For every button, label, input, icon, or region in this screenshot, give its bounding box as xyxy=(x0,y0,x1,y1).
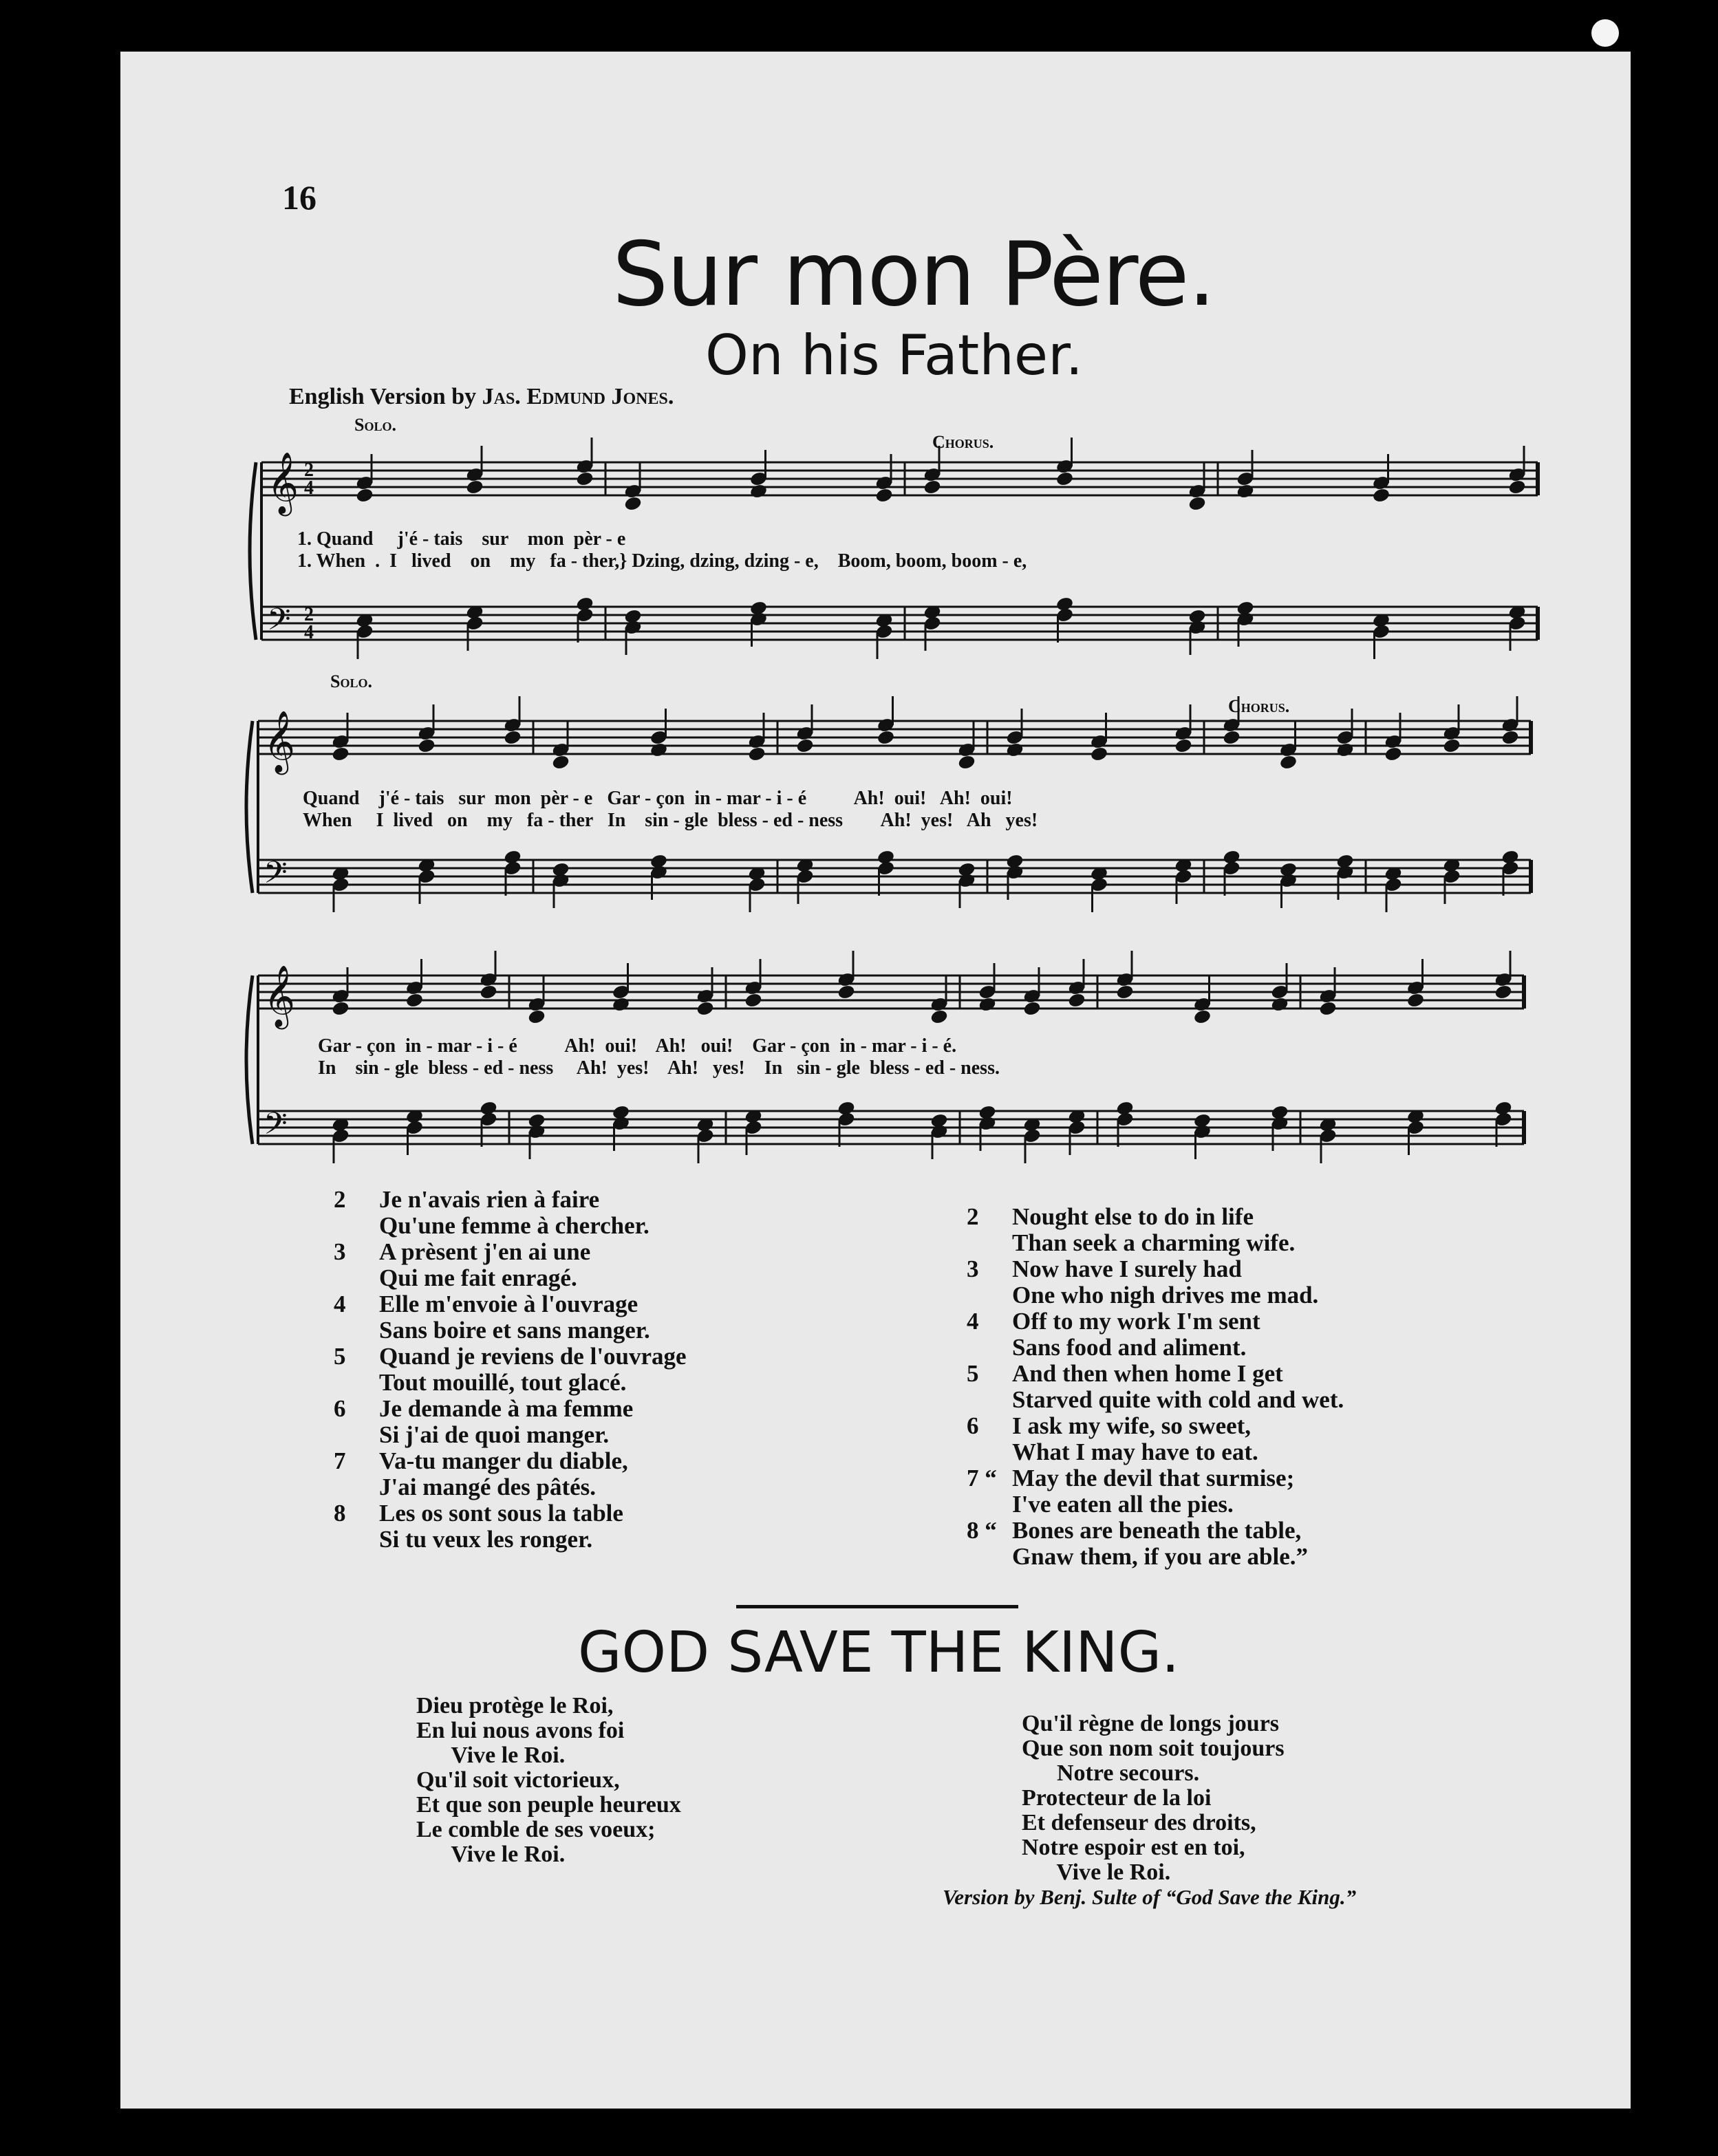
note-head xyxy=(552,755,570,770)
anthem-title: GOD SAVE THE KING. xyxy=(578,1620,1180,1685)
time-signature: 4 xyxy=(304,622,314,643)
verse-en-4 xyxy=(967,1308,1344,1335)
treble-clef: 𝄞 xyxy=(267,452,299,514)
note-head xyxy=(504,730,522,746)
note-head xyxy=(1116,984,1134,1000)
note-head xyxy=(875,488,893,504)
treble-clef: 𝄞 xyxy=(264,965,296,1027)
verse-line: J'ai mangé des pâtés. xyxy=(379,1474,596,1500)
verse-number: 6 xyxy=(967,1412,979,1439)
chorus-label-2: Chorus. xyxy=(1228,696,1290,716)
note-head xyxy=(1236,601,1254,616)
verse-line: Elle m'envoie à l'ouvrage xyxy=(379,1291,638,1317)
note-head xyxy=(1279,862,1297,878)
note-head xyxy=(930,1009,948,1025)
verse-fr-6 xyxy=(334,1396,687,1422)
verse-line: Qui me fait enragé. xyxy=(379,1264,577,1291)
verse-number: 8 xyxy=(334,1500,346,1527)
note-head xyxy=(1055,596,1073,612)
song-subtitle: On his Father. xyxy=(705,323,1084,387)
treble-clef: 𝄞 xyxy=(264,711,296,773)
note-head xyxy=(649,742,667,758)
verse-number: 2 xyxy=(334,1186,346,1213)
verse-line: Sans food and aliment. xyxy=(1012,1334,1247,1361)
verse-line: One who nigh drives me mad. xyxy=(1012,1282,1319,1308)
note-head xyxy=(958,755,976,770)
verse-line: Qu'une femme à chercher. xyxy=(379,1212,649,1239)
note-head xyxy=(1223,730,1241,746)
verse-line: Tout mouillé, tout glacé. xyxy=(379,1369,627,1396)
note-head xyxy=(978,997,996,1013)
verse-en-3 xyxy=(967,1256,1344,1282)
verse-en-2 xyxy=(967,1204,1344,1230)
note-head xyxy=(612,1105,630,1121)
verses-english xyxy=(967,1204,1344,1570)
verse-line: Si tu veux les ronger. xyxy=(379,1526,593,1553)
verse-en-6 xyxy=(967,1413,1344,1439)
verse-en-5 xyxy=(967,1361,1344,1387)
note-head xyxy=(1271,1105,1289,1121)
bass-clef: 𝄢 xyxy=(267,601,291,645)
verse-line: Off to my work I'm sent xyxy=(1012,1308,1260,1335)
note-head xyxy=(1188,496,1206,512)
note-head xyxy=(1319,1001,1337,1017)
note-head xyxy=(749,601,767,616)
system-brace xyxy=(250,462,256,640)
verse-line: Gnaw them, if you are able.” xyxy=(1012,1543,1309,1570)
note-head xyxy=(1494,1101,1512,1117)
verse-line: Sans boire et sans manger. xyxy=(379,1317,650,1344)
verse-line: Nought else to do in life xyxy=(1012,1203,1254,1230)
note-head xyxy=(1443,738,1461,754)
verse-fr-2 xyxy=(334,1187,687,1213)
note-head xyxy=(528,1009,546,1025)
note-head xyxy=(504,850,522,865)
verse-line: A prèsent j'en ai une xyxy=(379,1238,591,1265)
verse-number: 2 xyxy=(967,1203,979,1230)
verse-number: 4 xyxy=(967,1308,979,1335)
note-head xyxy=(1223,850,1241,865)
note-head xyxy=(1174,738,1192,754)
verses-french xyxy=(334,1187,687,1553)
lyrics-s1-fr: 1. Quand j'é - tais sur mon pèr - e xyxy=(297,528,626,550)
note-head xyxy=(837,1101,855,1117)
note-head xyxy=(1193,1113,1211,1129)
note-head xyxy=(466,479,484,495)
credit-prefix: English Version by xyxy=(289,384,477,409)
lyrics-s3-en: In sin - gle bless - ed - ness Ah! yes! Ah! yes! In sin - gle bless - ed - ness. xyxy=(318,1057,1000,1079)
note-head xyxy=(1006,742,1024,758)
verse-line: Je n'avais rien à faire xyxy=(379,1186,600,1213)
note-head xyxy=(1188,609,1206,625)
lyrics-s1-en: 1. When . I lived on my fa - ther,} Dzing, dzing, dzing - e, Boom, boom, boom - e, xyxy=(297,550,1027,572)
verse-en-7 xyxy=(967,1465,1344,1491)
note-head xyxy=(624,496,642,512)
time-signature: 4 xyxy=(304,477,314,499)
note-head xyxy=(332,1001,350,1017)
note-head xyxy=(1006,854,1024,870)
note-head xyxy=(923,479,941,495)
note-head xyxy=(877,730,894,746)
verse-line: Bones are beneath the table, xyxy=(1012,1517,1302,1544)
note-head xyxy=(958,862,976,878)
note-head xyxy=(837,984,855,1000)
system-brace xyxy=(246,975,253,1144)
song-title: Sur mon Père. xyxy=(612,224,1215,326)
note-head xyxy=(1068,993,1086,1009)
note-head xyxy=(649,854,667,870)
verse-line: And then when home I get xyxy=(1012,1360,1283,1387)
page-number: 16 xyxy=(282,178,316,217)
verse-number: 7 xyxy=(334,1447,346,1474)
lyrics-s2-en: When I lived on my fa - ther In sin - gle bless - ed - ness Ah! yes! Ah yes! xyxy=(303,810,1038,831)
verse-line: Je demande à ma femme xyxy=(379,1395,634,1422)
anthem-french-right: Qu'il règne de longs jours Que son nom soit toujours Notre secours. Protecteur de la loi Et defenseur des droits, Notre espoir est en toi, Vive le Roi. xyxy=(1022,1711,1285,1885)
verse-line: I ask my wife, so sweet, xyxy=(1012,1412,1252,1439)
time-signature: 2 xyxy=(304,460,314,481)
solo-label-1: Solo. xyxy=(354,415,396,435)
note-head xyxy=(1090,746,1108,762)
note-head xyxy=(1406,993,1424,1009)
note-head xyxy=(418,738,436,754)
verse-line: Than seek a charming wife. xyxy=(1012,1229,1296,1256)
section-divider xyxy=(736,1605,1018,1608)
note-head xyxy=(332,746,350,762)
note-head xyxy=(480,984,497,1000)
note-head xyxy=(796,738,814,754)
verse-fr-4 xyxy=(334,1291,687,1317)
note-head xyxy=(624,609,642,625)
note-head xyxy=(744,993,762,1009)
verse-line: Now have I surely had xyxy=(1012,1255,1242,1282)
note-head xyxy=(748,746,766,762)
note-head xyxy=(749,484,767,499)
note-head xyxy=(1271,997,1289,1013)
note-head xyxy=(1023,1001,1041,1017)
anthem-french-left: Dieu protège le Roi, En lui nous avons foi Vive le Roi. Qu'il soit victorieux, Et que son peuple heureux Le comble de ses voeux; Vive le Roi. xyxy=(416,1693,681,1867)
anthem-version-credit: Version by Benj. Sulte of “God Save the King.” xyxy=(943,1885,1357,1909)
note-head xyxy=(1116,1101,1134,1117)
bass-clef: 𝄢 xyxy=(264,1106,288,1149)
note-head xyxy=(356,488,374,504)
note-head xyxy=(1384,746,1402,762)
verse-fr-5 xyxy=(334,1344,687,1370)
note-head xyxy=(1372,488,1390,504)
note-head xyxy=(576,471,594,487)
verse-number: 7 “ xyxy=(967,1465,997,1491)
verse-line: May the devil that surmise; xyxy=(1012,1465,1295,1491)
note-head xyxy=(480,1101,497,1117)
credit-author: Jas. Edmund Jones. xyxy=(482,384,674,409)
note-head xyxy=(1336,854,1354,870)
verse-number: 5 xyxy=(967,1360,979,1387)
verse-line: Quand je reviens de l'ouvrage xyxy=(379,1343,687,1370)
verse-line: Les os sont sous la table xyxy=(379,1500,623,1527)
chorus-label-1: Chorus. xyxy=(932,432,994,452)
verse-number: 6 xyxy=(334,1395,346,1422)
verse-line: What I may have to eat. xyxy=(1012,1438,1258,1465)
note-head xyxy=(1508,479,1526,495)
note-head xyxy=(930,1113,948,1129)
verse-en-8 xyxy=(967,1518,1344,1544)
note-head xyxy=(1236,484,1254,499)
note-head xyxy=(978,1105,996,1121)
note-head xyxy=(1501,730,1519,746)
note-head xyxy=(1501,850,1519,865)
lyrics-s3-fr: Gar - çon in - mar - i - é Ah! oui! Ah! oui! Gar - çon in - mar - i - é. xyxy=(318,1035,957,1057)
note-head xyxy=(877,850,894,865)
note-head xyxy=(696,1001,714,1017)
note-head xyxy=(552,862,570,878)
note-head xyxy=(528,1113,546,1129)
verse-number: 3 xyxy=(334,1238,346,1265)
verse-fr-8 xyxy=(334,1500,687,1527)
verse-line: Va-tu manger du diable, xyxy=(379,1447,628,1474)
solo-label-2: Solo. xyxy=(330,671,372,691)
note-head xyxy=(1279,755,1297,770)
verse-number: 5 xyxy=(334,1343,346,1370)
bass-clef: 𝄢 xyxy=(264,854,288,898)
verse-line: Starved quite with cold and wet. xyxy=(1012,1386,1344,1413)
note-head xyxy=(1336,742,1354,758)
note-head xyxy=(1055,471,1073,487)
verse-fr-3 xyxy=(334,1239,687,1265)
verse-line: I've eaten all the pies. xyxy=(1012,1491,1234,1518)
verse-number: 3 xyxy=(967,1255,979,1282)
verse-number: 8 “ xyxy=(967,1517,997,1544)
system-brace xyxy=(246,721,253,893)
note-head xyxy=(612,997,630,1013)
time-signature: 2 xyxy=(304,604,314,625)
note-head xyxy=(405,993,423,1009)
note-head xyxy=(576,596,594,612)
verse-number: 4 xyxy=(334,1291,346,1317)
verse-fr-7 xyxy=(334,1448,687,1474)
verse-line: Si j'ai de quoi manger. xyxy=(379,1421,610,1448)
note-head xyxy=(1494,984,1512,1000)
note-head xyxy=(1193,1009,1211,1025)
lyrics-s2-fr: Quand j'é - tais sur mon pèr - e Gar - çon in - mar - i - é Ah! oui! Ah! oui! xyxy=(303,788,1013,809)
